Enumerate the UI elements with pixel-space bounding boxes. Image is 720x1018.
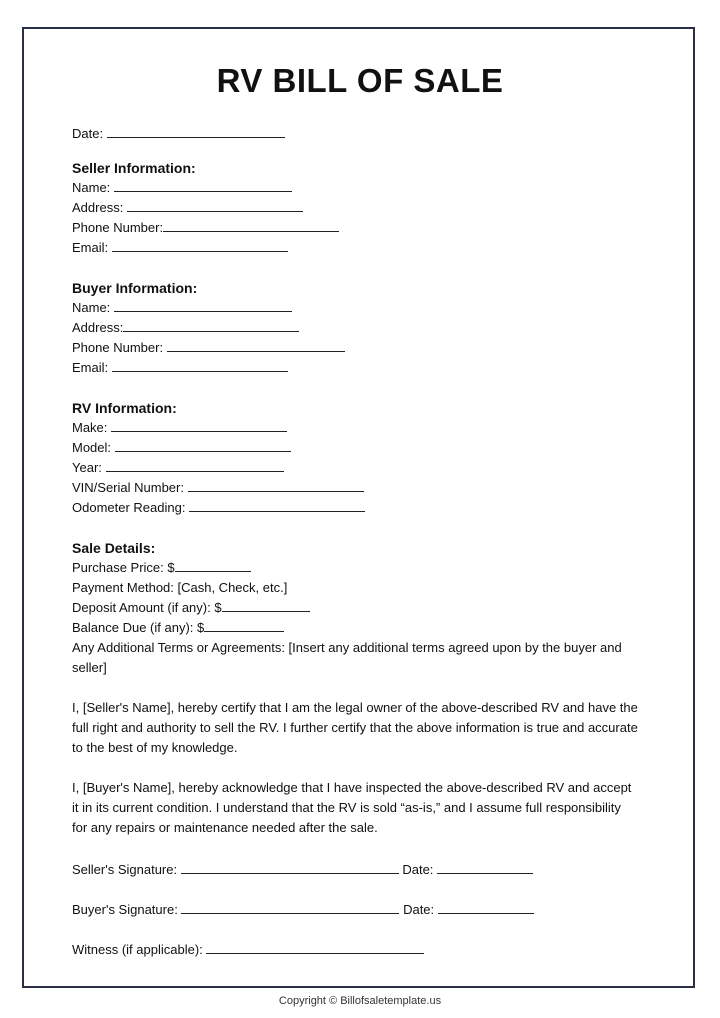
seller-address-row <box>72 198 652 218</box>
seller-phone-label: Phone Number: <box>72 220 164 235</box>
deposit-label: Deposit Amount (if any): $ <box>72 600 222 615</box>
seller-date-field[interactable] <box>437 860 533 874</box>
buyer-signature-row <box>72 900 652 920</box>
buyer-date-label: Date: <box>403 902 435 917</box>
buyer-signature-field[interactable] <box>181 900 399 914</box>
seller-certification: I, [Seller's Name], hereby certify that I am the legal owner of the above-described RV and have the full right and authority to sell the RV. I further certify that the above information is true and accurate to the best of my knowledge. <box>72 700 638 755</box>
rv-odometer-label: Odometer Reading: <box>72 500 186 515</box>
seller-email-label: Email: <box>72 240 109 255</box>
rv-model-field[interactable] <box>115 438 291 452</box>
rv-model-label: Model: <box>72 440 112 455</box>
deposit-field[interactable] <box>222 598 310 612</box>
rv-year-row <box>72 458 652 478</box>
additional-terms: Any Additional Terms or Agreements: [Insert any additional terms agreed upon by the buyer and seller] <box>72 640 622 675</box>
buyer-name-row <box>72 298 652 318</box>
seller-address-label: Address: <box>72 200 124 215</box>
deposit-row <box>72 598 652 618</box>
seller-signature-label: Seller's Signature: <box>72 862 178 877</box>
buyer-acknowledgement: I, [Buyer's Name], hereby acknowledge that I have inspected the above-described RV and accept it in its current condition. I understand that the RV is sold “as-is,” and I assume full responsibility for any repairs or maintenance needed after the sale. <box>72 780 632 835</box>
buyer-address-field[interactable] <box>123 318 299 332</box>
date-field[interactable] <box>107 124 285 138</box>
balance-label: Balance Due (if any): $ <box>72 620 205 635</box>
seller-name-label: Name: <box>72 180 111 195</box>
rv-vin-field[interactable] <box>188 478 364 492</box>
buyer-email-row <box>72 358 652 378</box>
buyer-phone-label: Phone Number: <box>72 340 164 355</box>
buyer-signature-label: Buyer's Signature: <box>72 902 178 917</box>
witness-field[interactable] <box>206 940 424 954</box>
rv-make-row <box>72 418 652 438</box>
date-label: Date: <box>72 126 104 141</box>
buyer-name-label: Name: <box>72 300 111 315</box>
buyer-phone-row <box>72 338 652 358</box>
rv-year-label: Year: <box>72 460 102 475</box>
purchase-price-field[interactable] <box>175 558 251 572</box>
buyer-address-label: Address: <box>72 320 124 335</box>
rv-make-label: Make: <box>72 420 108 435</box>
buyer-phone-field[interactable] <box>167 338 345 352</box>
witness-label: Witness (if applicable): <box>72 942 203 957</box>
seller-name-field[interactable] <box>114 178 292 192</box>
seller-email-field[interactable] <box>112 238 288 252</box>
payment-method-row: Payment Method: [Cash, Check, etc.] <box>72 580 288 595</box>
sale-heading: Sale Details: <box>72 540 156 556</box>
seller-phone-field[interactable] <box>163 218 339 232</box>
rv-make-field[interactable] <box>111 418 287 432</box>
date-row <box>72 124 652 144</box>
rv-model-row <box>72 438 652 458</box>
purchase-price-label: Purchase Price: $ <box>72 560 175 575</box>
seller-date-label: Date: <box>402 862 434 877</box>
seller-phone-row <box>72 218 652 238</box>
rv-vin-label: VIN/Serial Number: <box>72 480 184 495</box>
buyer-heading: Buyer Information: <box>72 280 198 296</box>
seller-address-field[interactable] <box>127 198 303 212</box>
rv-odometer-field[interactable] <box>189 498 365 512</box>
buyer-email-field[interactable] <box>112 358 288 372</box>
seller-name-row <box>72 178 652 198</box>
seller-signature-row <box>72 860 652 880</box>
buyer-name-field[interactable] <box>114 298 292 312</box>
buyer-address-row <box>72 318 652 338</box>
copyright-footer: Copyright © Billofsaletemplate.us <box>278 995 442 1007</box>
balance-field[interactable] <box>204 618 284 632</box>
buyer-date-field[interactable] <box>438 900 534 914</box>
purchase-price-row <box>72 558 652 578</box>
form-content <box>72 124 652 960</box>
rv-vin-row <box>72 478 652 498</box>
document-title: RV BILL OF SALE <box>216 62 504 99</box>
balance-row <box>72 618 652 638</box>
buyer-email-label: Email: <box>72 360 109 375</box>
seller-signature-field[interactable] <box>181 860 399 874</box>
witness-row <box>72 940 652 960</box>
rv-year-field[interactable] <box>106 458 284 472</box>
seller-heading: Seller Information: <box>72 160 196 176</box>
rv-heading: RV Information: <box>72 400 177 416</box>
rv-odometer-row <box>72 498 652 518</box>
seller-email-row <box>72 238 652 258</box>
